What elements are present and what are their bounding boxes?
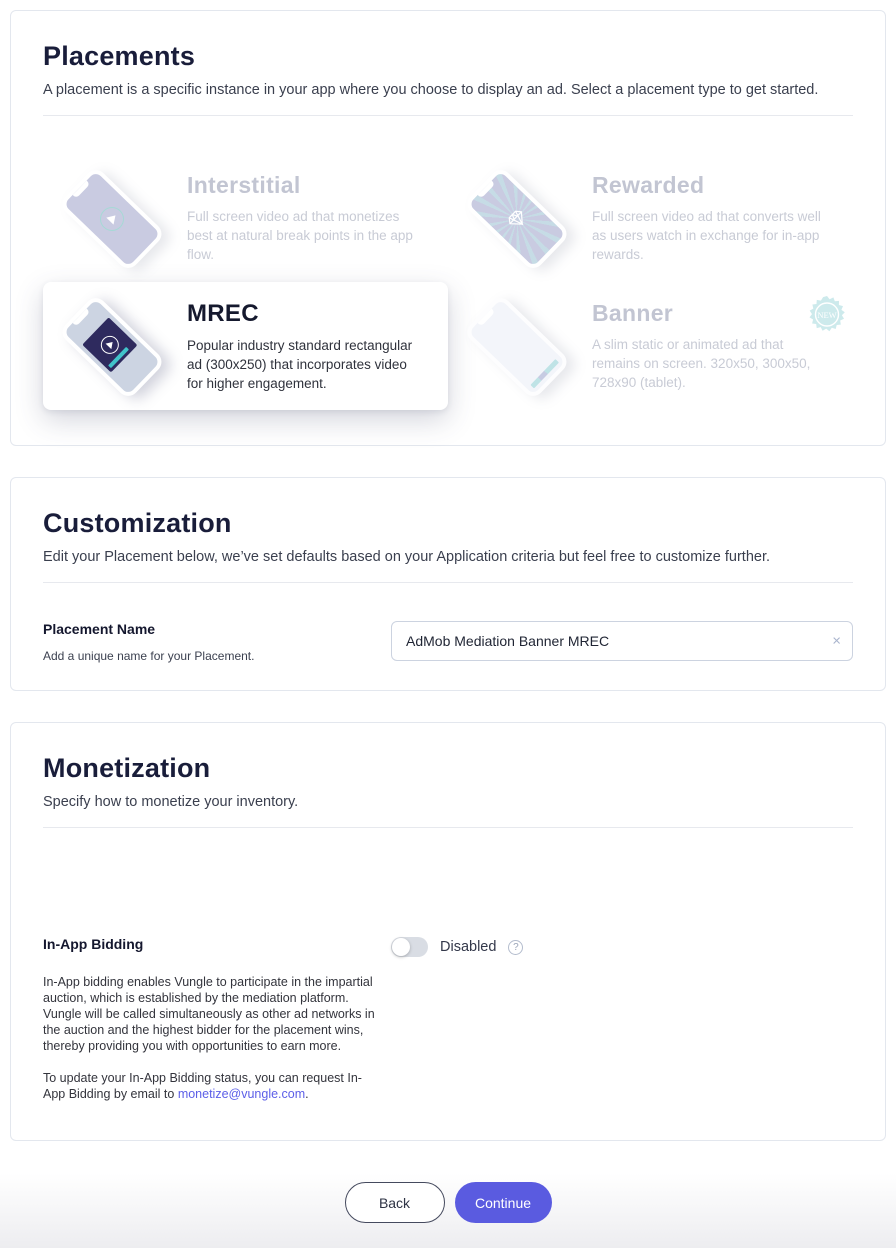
in-app-bidding-control — [391, 936, 523, 957]
placement-type-banner[interactable] — [448, 282, 853, 410]
in-app-bidding-toggle[interactable] — [391, 937, 428, 957]
mrec-phone-icon — [53, 290, 175, 402]
placements-title: Placements — [43, 41, 196, 71]
divider — [43, 827, 853, 828]
banner-ad-bar — [530, 359, 559, 389]
placement-type-name: MREC — [187, 299, 259, 327]
monetization-title: Monetization — [43, 753, 211, 783]
svg-text:NEW: NEW — [817, 310, 837, 320]
placements-subtitle: A placement is a specific instance in your app where you choose to display an ad. Select a placement type to get started. — [43, 82, 819, 98]
placement-type-mrec-selected[interactable] — [43, 282, 448, 410]
rewarded-phone-icon — [458, 162, 580, 274]
placement-name-row — [43, 621, 853, 663]
play-icon — [97, 332, 122, 357]
placement-type-rewarded[interactable] — [448, 154, 853, 282]
placement-type-description: Full screen video ad that monetizes best at natural break points in the app flow. — [187, 209, 413, 262]
placements-card — [10, 10, 886, 446]
placement-type-name: Banner — [592, 300, 674, 326]
placement-type-name: Interstitial — [187, 172, 301, 198]
placement-type-interstitial[interactable] — [43, 154, 448, 282]
monetization-subtitle: Specify how to monetize your inventory. — [43, 794, 299, 810]
in-app-bidding-note — [43, 1070, 379, 1102]
note-text-after: . — [305, 1087, 309, 1101]
mrec-ad-block — [82, 317, 137, 372]
divider — [43, 115, 853, 116]
continue-button[interactable]: Continue — [455, 1182, 552, 1223]
placement-type-description: Full screen video ad that converts well as users watch in exchange for in-app rewards. — [592, 209, 821, 262]
placement-type-description: Popular industry standard rectangular ad (300x250) that incorporates video for higher engagement. — [187, 337, 413, 391]
help-icon[interactable]: ? — [508, 940, 523, 955]
divider — [43, 582, 853, 583]
note-text: To update your In-App Bidding status, you can request In-App Bidding by email to — [43, 1071, 362, 1101]
monetize-email-link[interactable]: monetize@vungle.com — [177, 1087, 306, 1101]
toggle-knob — [392, 938, 410, 956]
placement-name-help: Add a unique name for your Placement. — [43, 649, 255, 663]
customization-title: Customization — [43, 508, 232, 538]
play-icon — [95, 202, 129, 236]
customization-subtitle: Edit your Placement below, we’ve set defaults based on your Application criteria but feel free to customize further. — [43, 549, 771, 565]
monetization-card — [10, 722, 886, 1141]
placement-type-grid — [43, 154, 853, 410]
banner-phone-icon — [458, 290, 580, 402]
back-button[interactable]: Back — [345, 1182, 445, 1223]
placement-name-label: Placement Name — [43, 621, 156, 637]
placement-name-input[interactable] — [391, 621, 853, 661]
new-badge-icon — [805, 294, 849, 338]
interstitial-phone-icon — [53, 162, 175, 274]
placement-type-name: Rewarded — [592, 172, 705, 198]
in-app-bidding-description: In-App bidding enables Vungle to participate in the impartial auction, which is established by the mediation platform. Vungle will be called simultaneously as other ad networks in the auction and the highest bidder for the placement wins, thereby providing you with opportunities to earn more. — [43, 975, 375, 1053]
gem-icon — [501, 203, 532, 234]
placement-type-description: A slim static or animated ad that remains on screen. 320x50, 300x50, 728x90 (tablet). — [592, 337, 811, 390]
placement-name-input-wrap — [391, 621, 853, 661]
in-app-bidding-text-block — [43, 936, 391, 1102]
footer-actions — [0, 1182, 896, 1223]
in-app-bidding-status: Disabled — [440, 939, 497, 955]
clear-input-icon[interactable]: × — [832, 632, 841, 650]
in-app-bidding-row — [43, 936, 853, 1102]
placement-name-label-block — [43, 621, 391, 663]
in-app-bidding-label: In-App Bidding — [43, 936, 144, 952]
customization-card — [10, 477, 886, 691]
